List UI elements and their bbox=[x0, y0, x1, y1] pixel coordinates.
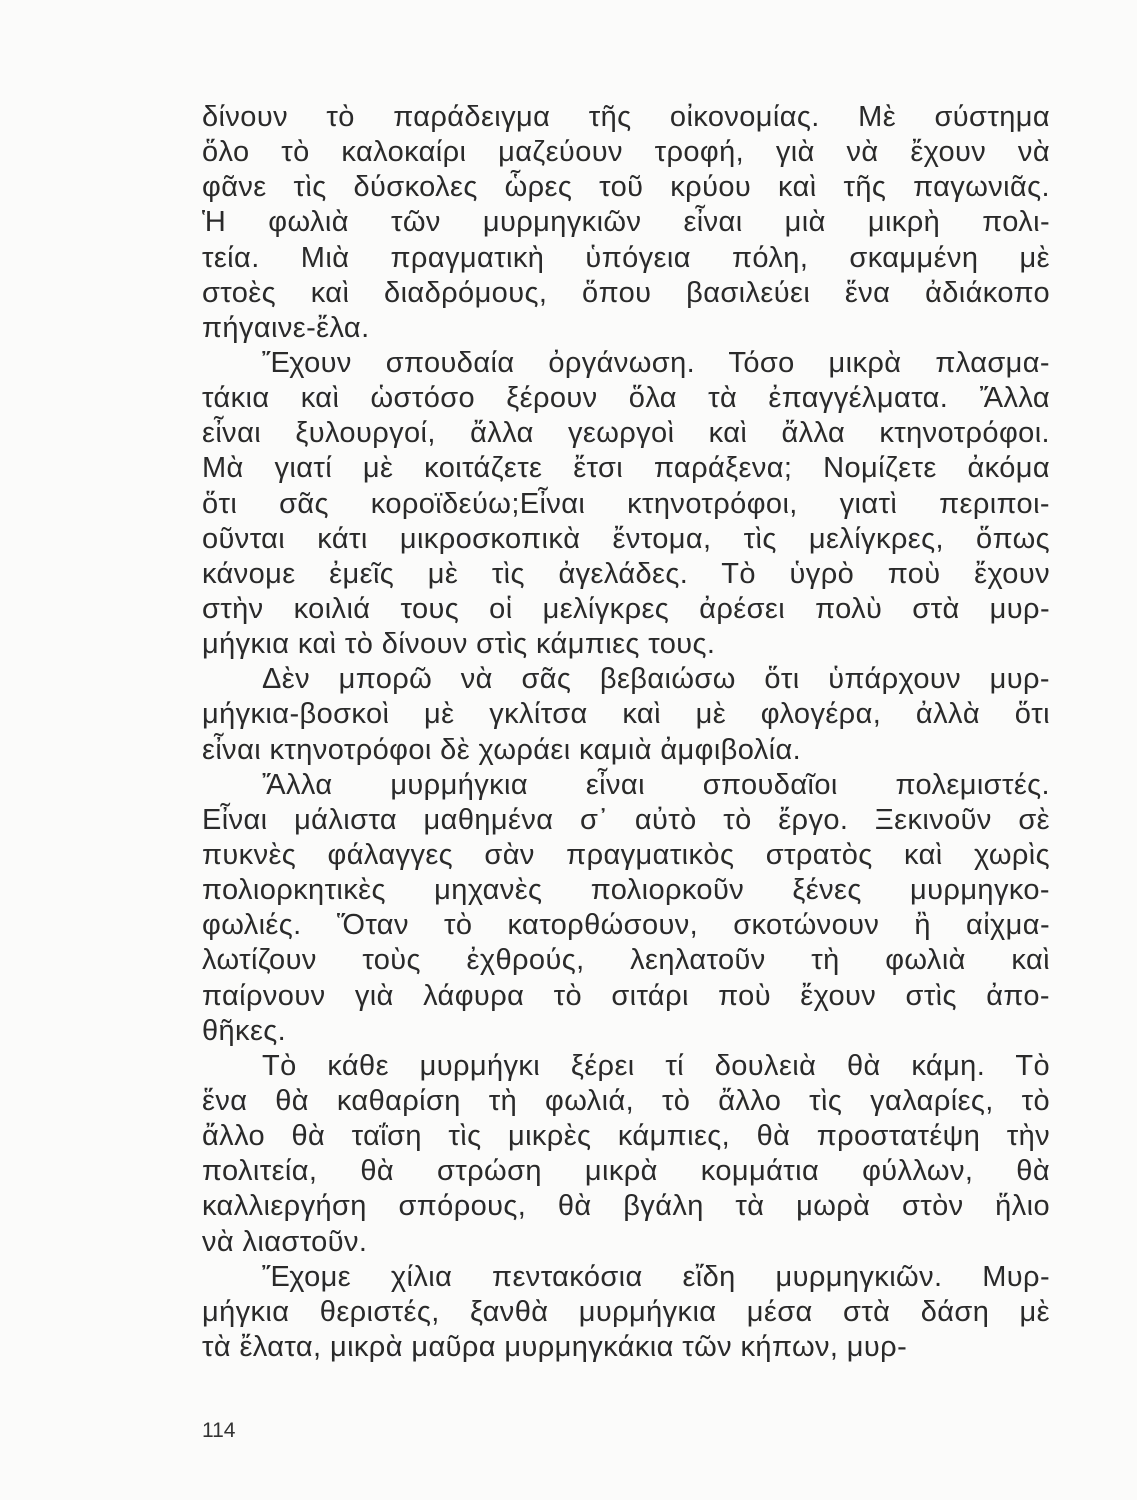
text-line: λωτίζουν τοὺς ἐχθρούς, λεηλατοῦν τὴ φωλιὰ καὶ bbox=[202, 944, 1050, 977]
text-line: θῆκες. bbox=[202, 1014, 287, 1047]
text-line: ὅλο τὸ καλοκαίρι μαζεύουν τροφή, γιὰ νὰ ἔχουν νὰ bbox=[202, 136, 1050, 169]
text-line: παίρνουν γιὰ λάφυρα τὸ σιτάρι ποὺ ἔχουν στὶς ἀπο- bbox=[202, 979, 1050, 1012]
text-line: κάνομε ἐμεῖς μὲ τὶς ἀγελάδες. Τὸ ὑγρὸ ποὺ ἔχουν bbox=[202, 557, 1050, 590]
text-line: νὰ λιαστοῦν. bbox=[202, 1225, 368, 1258]
text-line: μήγκια καὶ τὸ δίνουν στὶς κάμπιες τους. bbox=[202, 628, 716, 661]
text-line: Τὸ κάθε μυρμήγκι ξέρει τί δουλειὰ θὰ κάμη. Τὸ bbox=[262, 1049, 1050, 1082]
text-line: καλλιεργήση σπόρους, θὰ βγάλη τὰ μωρὰ στὸν ἥλιο bbox=[202, 1190, 1050, 1223]
text-line: φωλιές. Ὅταν τὸ κατορθώσουν, σκοτώνουν ἢ αἰχμα- bbox=[202, 909, 1050, 942]
text-line: Ἡ φωλιὰ τῶν μυρμηγκιῶν εἶναι μιὰ μικρὴ πολι- bbox=[202, 206, 1050, 239]
text-line: στοὲς καὶ διαδρόμους, ὅπου βασιλεύει ἕνα ἀδιάκοπο bbox=[202, 276, 1050, 309]
text-line: μήγκια-βοσκοὶ μὲ γκλίτσα καὶ μὲ φλογέρα, ἀλλὰ ὅτι bbox=[202, 698, 1050, 731]
text-line: τὰ ἔλατα, μικρὰ μαῦρα μυρμηγκάκια τῶν κήπων, μυρ- bbox=[202, 1330, 908, 1363]
text-line: Ἔχομε χίλια πεντακόσια εἴδη μυρμηγκιῶν. Μυρ- bbox=[262, 1260, 1050, 1293]
text-line: εἶναι ξυλουργοί, ἄλλα γεωργοὶ καὶ ἄλλα κτηνοτρόφοι. bbox=[202, 417, 1050, 450]
text-line: ἕνα θὰ καθαρίση τὴ φωλιά, τὸ ἄλλο τὶς γαλαρίες, τὸ bbox=[202, 1084, 1050, 1117]
text-line: μήγκια θεριστές, ξανθὰ μυρμήγκια μέσα στὰ δάση μὲ bbox=[202, 1295, 1050, 1328]
text-line: Εἶναι μάλιστα μαθημένα σ᾽ αὐτὸ τὸ ἔργο. Ξεκινοῦν σὲ bbox=[202, 803, 1050, 836]
text-line: ἄλλο θὰ ταΐση τὶς μικρὲς κάμπιες, θὰ προστατέψη τὴν bbox=[202, 1120, 1050, 1153]
text-line: Μὰ γιατί μὲ κοιτάζετε ἔτσι παράξενα; Νομίζετε ἀκόμα bbox=[202, 452, 1050, 485]
text-line: Ἄλλα μυρμήγκια εἶναι σπουδαῖοι πολεμιστές. bbox=[262, 768, 1050, 801]
text-line: πολιτεία, θὰ στρώση μικρὰ κομμάτια φύλλων, θὰ bbox=[202, 1155, 1050, 1188]
text-line: δίνουν τὸ παράδειγμα τῆς οἰκονομίας. Μὲ σύστημα bbox=[202, 101, 1050, 133]
page-number: 114 bbox=[202, 1419, 236, 1442]
text-line: Δὲν μπορῶ νὰ σᾶς βεβαιώσω ὅτι ὑπάρχουν μυρ- bbox=[262, 663, 1050, 696]
text-line: Ἔχουν σπουδαία ὀργάνωση. Τόσο μικρὰ πλασμα- bbox=[262, 346, 1050, 379]
text-line: οῦνται κάτι μικροσκοπικὰ ἔντομα, τὶς μελίγκρες, ὅπως bbox=[202, 522, 1050, 555]
text-line: τεία. Μιὰ πραγματικὴ ὑπόγεια πόλη, σκαμμένη μὲ bbox=[202, 241, 1050, 274]
body-text bbox=[202, 100, 1050, 1365]
text-line: τάκια καὶ ὡστόσο ξέρουν ὅλα τὰ ἐπαγγέλματα. Ἄλλα bbox=[202, 382, 1050, 415]
text-line: ὅτι σᾶς κοροϊδεύω;Εἶναι κτηνοτρόφοι, γιατὶ περιποι- bbox=[202, 487, 1050, 520]
text-line: πολιορκητικὲς μηχανὲς πολιορκοῦν ξένες μυρμηγκο- bbox=[202, 874, 1050, 907]
text-line: στὴν κοιλιά τους οἱ μελίγκρες ἀρέσει πολὺ στὰ μυρ- bbox=[202, 592, 1050, 625]
text-line: πήγαινε-ἔλα. bbox=[202, 311, 370, 344]
text-line: πυκνὲς φάλαγγες σὰν πραγματικὸς στρατὸς καὶ χωρὶς bbox=[202, 838, 1050, 871]
text-line: φᾶνε τὶς δύσκολες ὧρες τοῦ κρύου καὶ τῆς παγωνιᾶς. bbox=[202, 171, 1050, 204]
text-line: εἶναι κτηνοτρόφοι δὲ χωράει καμιὰ ἀμφιβολία. bbox=[202, 733, 802, 766]
